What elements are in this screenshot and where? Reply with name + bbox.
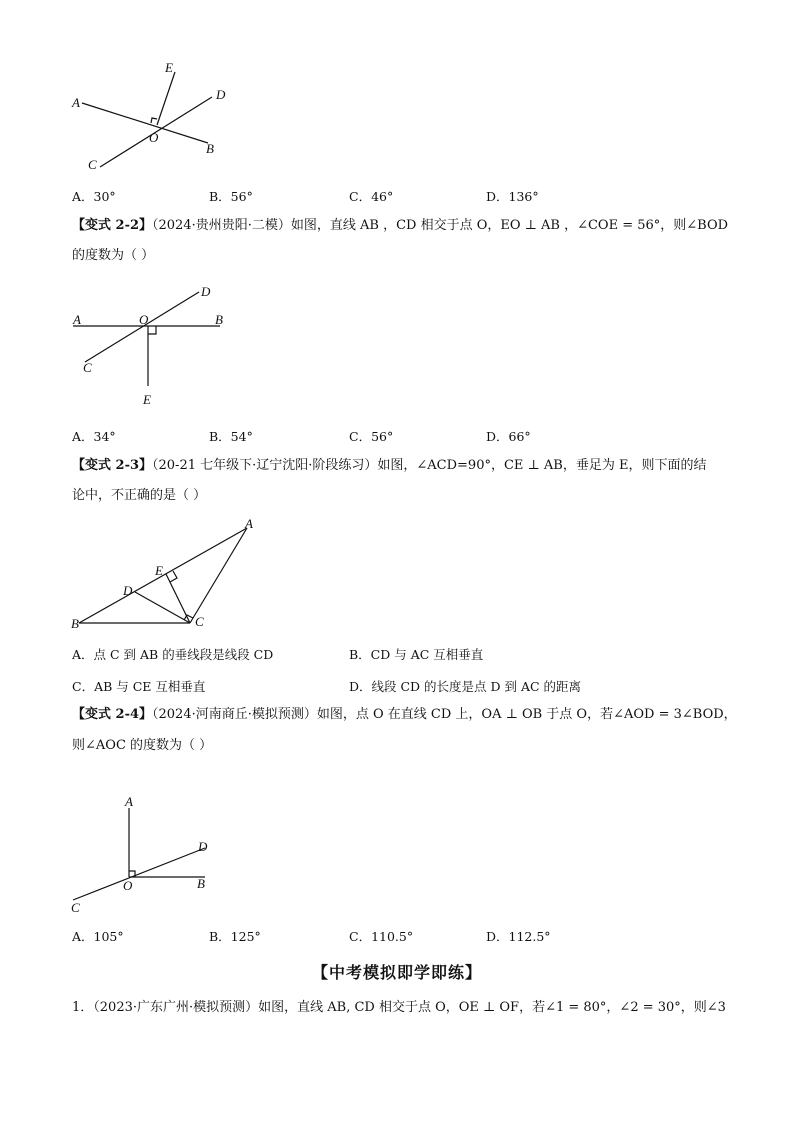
label-b: B [206, 141, 214, 156]
q3-stem-line2: 论中，不正确的是（ ） [72, 488, 207, 503]
side-ba [79, 528, 247, 623]
label-o: O [149, 130, 159, 145]
label-e: E [155, 563, 163, 578]
label-d: D [198, 839, 208, 854]
q4-option-a[interactable]: A．105° [72, 929, 124, 944]
q2-option-a[interactable]: A．34° [72, 429, 116, 444]
side-ca [190, 528, 247, 623]
label-b: B [215, 312, 223, 327]
label-a: A [73, 312, 81, 327]
figure-4-perpendicular-rays [65, 790, 225, 915]
right-angle-mark [151, 118, 157, 123]
q2-option-c[interactable]: C．56° [349, 429, 394, 444]
right-angle-mark-e [170, 571, 177, 582]
q1-option-d[interactable]: D．136° [486, 189, 539, 204]
q3-option-c[interactable]: C．AB 与 CE 互相垂直 [72, 679, 206, 694]
label-e: E [143, 392, 151, 407]
right-angle-mark [148, 326, 156, 334]
q3-tag: 【变式 2-3】 [72, 458, 153, 473]
q1-option-b[interactable]: B．56° [209, 189, 253, 204]
q4-option-d[interactable]: D．112.5° [486, 929, 551, 944]
figure-3-triangle [65, 515, 265, 633]
label-e: E [165, 60, 173, 75]
q4-stem-line2: 则∠AOC 的度数为（ ） [72, 738, 213, 753]
q4-stem-line1 [72, 707, 737, 723]
line-cd [85, 292, 199, 362]
q2-tag: 【变式 2-2】 [72, 218, 153, 233]
q4-option-b[interactable]: B．125° [209, 929, 261, 944]
q3-stem-line1 [72, 458, 706, 474]
label-o: O [139, 312, 149, 327]
line-ab [82, 103, 208, 143]
label-a: A [72, 95, 80, 110]
figure-1-intersecting-lines [60, 55, 240, 175]
ray-oe [157, 72, 175, 125]
q2-text-1: （2024·贵州贵阳·二模）如图，直线 AB ，CD 相交于点 O，EO ⊥ AB ，∠COE = 56°，则∠BOD [152, 218, 729, 233]
q3-text-1: （20-21 七年级下·辽宁沈阳·阶段练习）如图，∠ACD=90°，CE ⊥ AB，垂足为 E，则下面的结 [152, 458, 707, 473]
label-c: C [195, 614, 204, 629]
label-d: D [216, 87, 226, 102]
label-o: O [123, 878, 133, 893]
label-d: D [123, 583, 133, 598]
label-d: D [201, 284, 211, 299]
q4-option-c[interactable]: C．110.5° [349, 929, 414, 944]
q3-option-a[interactable]: A．点 C 到 AB 的垂线段是线段 CD [72, 647, 274, 662]
q4-text-1: （2024·河南商丘·模拟预测）如图，点 O 在直线 CD 上，OA ⊥ OB 于点 O，若∠AOD = 3∠BOD， [152, 707, 737, 722]
label-a: A [125, 794, 133, 809]
q2-option-b[interactable]: B．54° [209, 429, 253, 444]
label-c: C [71, 900, 80, 915]
section-heading: 【中考模拟即学即练】 [311, 963, 482, 982]
q1-option-c[interactable]: C．46° [349, 189, 394, 204]
q2-stem-line2: 的度数为（ ） [72, 248, 155, 263]
q1-option-a[interactable]: A．30° [72, 189, 116, 204]
q3-option-d[interactable]: D．线段 CD 的长度是点 D 到 AC 的距离 [349, 679, 582, 694]
line-cd [73, 848, 205, 900]
figure-2-perpendicular [65, 280, 235, 410]
q5-stem-line1: 1．（2023·广东广州·模拟预测）如图，直线 AB, CD 相交于点 O，OE ⊥ OF，若∠1 = 80°，∠2 = 30°，则∠3 [72, 1000, 726, 1015]
label-c: C [88, 157, 97, 172]
q2-option-d[interactable]: D．66° [486, 429, 531, 444]
q2-stem-line1 [72, 218, 728, 234]
label-c: C [83, 360, 92, 375]
label-b: B [197, 876, 205, 891]
label-b: B [71, 616, 79, 631]
label-a: A [245, 516, 253, 531]
q4-tag: 【变式 2-4】 [72, 707, 153, 722]
q3-option-b[interactable]: B．CD 与 AC 互相垂直 [349, 647, 484, 662]
